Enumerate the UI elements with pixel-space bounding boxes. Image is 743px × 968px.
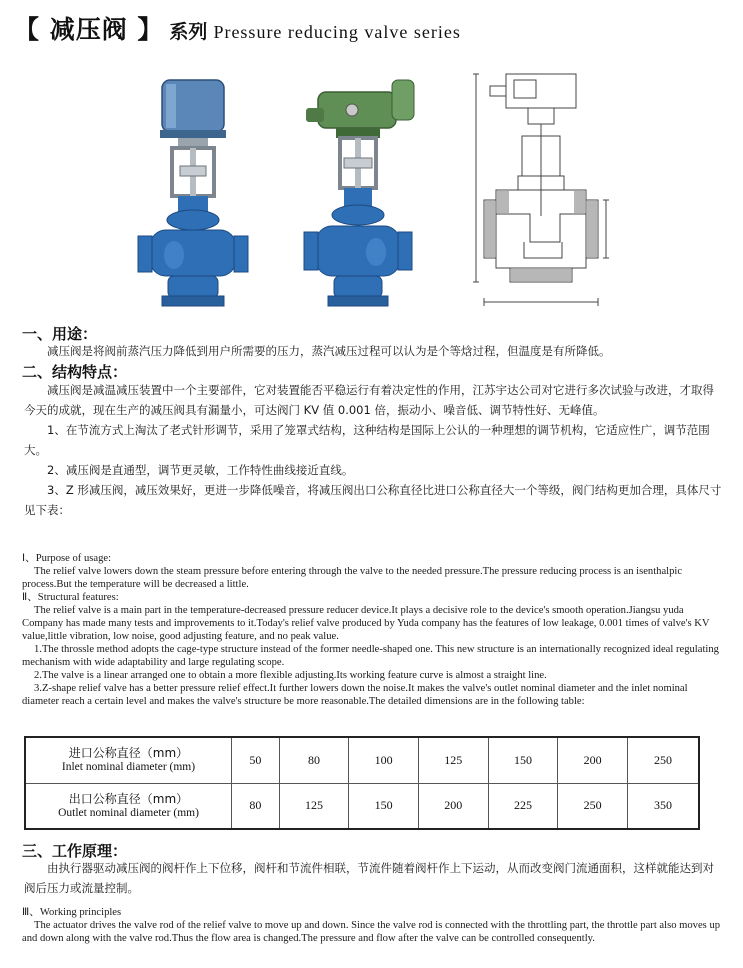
section2-body — [24, 380, 724, 520]
section3-text: 由执行器驱动减压阀的阀杆作上下位移，阀杆和节流件相联，节流件随着阀杆作上下运动，从而改变阀门流通面积，这样就能达到对阀后压力或流量控制。 — [24, 861, 714, 895]
section1-heading: 一、用途： — [22, 325, 98, 343]
title-series-cn: 系列 — [169, 21, 208, 43]
title-product-name: 【 减压阀 】 — [14, 15, 164, 44]
outlet-label-en: Outlet nominal diameter (mm) — [58, 806, 199, 819]
english-paragraph: The relief valve lowers down the steam pressure before entering through the valve to the needed pressure.The pressure reducing process is an isenthalpic process.But the temperature will be decreased a little. — [22, 566, 683, 590]
section2-heading: 二、结构特点： — [22, 363, 128, 381]
product-figures — [0, 60, 743, 325]
outlet-value: 200 — [418, 783, 488, 829]
outlet-value: 150 — [349, 783, 419, 829]
inlet-label-cell — [25, 737, 232, 783]
inlet-value: 50 — [232, 737, 280, 783]
inlet-label-en: Inlet nominal diameter (mm) — [61, 761, 196, 774]
inlet-value: 200 — [558, 737, 628, 783]
valve-photo-cylinder-actuator — [128, 70, 258, 320]
section2-paragraph: 2、减压阀是直通型，调节更灵敏，工作特性曲线接近直线。 — [47, 463, 354, 477]
section3-body — [24, 858, 724, 898]
section1-body — [24, 341, 724, 361]
section1-text: 减压阀是将阀前蒸汽压力降低到用户所需要的压力，蒸汽减压过程可以认为是个等焓过程，但温度是有所降低。 — [47, 344, 611, 358]
english-heading: Ⅰ、Purpose of usage: — [22, 553, 112, 564]
english-paragraph: The relief valve is a main part in the temperature-decreased pressure reducer device.It plays a decisive role to the device's smooth operation.Jiangsu yuda Company has made many tests and improvements to it.Today's relief valve produced by Yuda company has the features of low leakage, 0.001 times of valve's KV value,little vibration, low noise, good adjusting feature, and no peak value. — [22, 605, 710, 642]
valve-section-drawing — [470, 66, 640, 322]
dimensions-table — [24, 736, 700, 830]
valve-photo-electric-actuator — [296, 70, 426, 320]
outlet-value: 250 — [558, 783, 628, 829]
section2-paragraph: 3、Z 形减压阀，减压效果好，更进一步降低噪音，将减压阀出口公称直径比进口公称直径大一个等级，阀门结构更加合理，具体尺寸见下表： — [24, 483, 722, 517]
outlet-value: 225 — [488, 783, 558, 829]
outlet-value: 125 — [279, 783, 349, 829]
table-row-inlet — [25, 737, 699, 783]
section3-heading: 三、工作原理： — [22, 842, 128, 860]
english-description — [22, 552, 726, 708]
english-paragraph: 1.The throssle method adopts the cage-type structure instead of the former needle-shaped one. This new structure is an internationally recognized ideal regulating mechanism with wide adaptability and large regulating scope. — [22, 644, 719, 668]
outlet-label-cell — [25, 783, 232, 829]
section2-paragraph: 减压阀是减温减压装置中一个主要部件，它对装置能否平稳运行有着决定性的作用，江苏宇达公司对它进行多次试验与改进，才取得今天的成就，现在生产的减压阀具有漏量小，可达阀门 KV 值 0.001 倍，振动小、噪音低、调节特性好、无峰值。 — [24, 383, 714, 417]
english-paragraph: 3.Z-shape relief valve has a better pressure relief effect.It further lowers down the noise.It makes the valve's outlet nominal diameter and the inlet nominal diameter reach a certain level and makes the valve's structure be more reasonable.The detailed dimensions are in the following table: — [22, 683, 688, 707]
title-series-en: Pressure reducing valve series — [213, 22, 461, 42]
inlet-label-cn: 进口公称直径（mm） — [68, 746, 189, 761]
inlet-value: 150 — [488, 737, 558, 783]
english-paragraph: 2.The valve is a linear arranged one to obtain a more flexible adjusting.Its working feature curve is almost a straight line. — [34, 670, 547, 681]
table-row-outlet — [25, 783, 699, 829]
english-paragraph: The actuator drives the valve rod of the relief valve to move up and down. Since the valve rod is connected with the throttling part, the throttle part also moves up and down along with the valve rod.Thus the flow area is changed.The pressure and flow after the valve can be controlled consequently. — [22, 920, 721, 944]
inlet-value: 250 — [627, 737, 699, 783]
outlet-label-cn: 出口公称直径（mm） — [68, 791, 189, 806]
english-working-principles — [22, 906, 726, 945]
page-title — [14, 10, 461, 46]
english-heading: Ⅲ、Working principles — [22, 907, 122, 918]
inlet-value: 80 — [279, 737, 349, 783]
outlet-value: 80 — [232, 783, 280, 829]
outlet-value: 350 — [627, 783, 699, 829]
inlet-value: 125 — [418, 737, 488, 783]
section2-paragraph: 1、在节流方式上淘汰了老式针形调节，采用了笼罩式结构，这种结构是国际上公认的一种理想的调节机构，它适应性广，调节范围大。 — [24, 423, 710, 457]
english-heading: Ⅱ、Structural features: — [22, 592, 119, 603]
inlet-value: 100 — [349, 737, 419, 783]
